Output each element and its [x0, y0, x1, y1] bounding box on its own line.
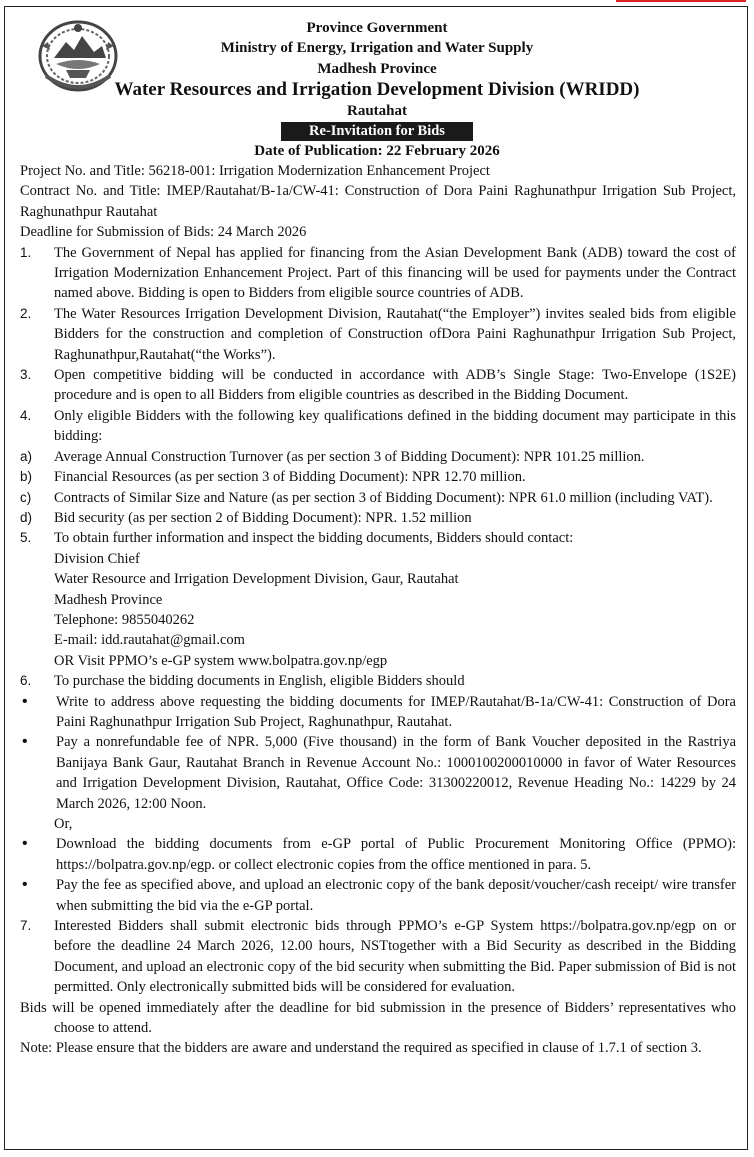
contact-egp: OR Visit PPMO’s e-GP system www.bolpatra.gov.np/egp — [54, 652, 388, 669]
bullet-item: • Pay a nonrefundable fee of NPR. 5,000 (Five thousand) in the form of Bank Voucher deposited in the Rastriya Banijaya Bank Gaur, Rautahat Branch in Revenue Account No.: 1000100200010000 in favor of Water Resources and Irrigation Development Division, Rautahat, Office Code: 31300220012, Revenue Heading No.: 14229 by 24 March 2026, 12:00 Noon. — [22, 733, 736, 812]
list-item: 7. Interested Bidders shall submit electronic bids through PPMO’s e-GP System https://bolpatra.gov.np/egp on or before the deadline 24 March 2026, 12.00 hours, NSTtogether with a Bid Security as described in the Bidding Document, and upload an electronic copy of the bid security when submitting the Bid. Paper submission of Bid is not permitted. Only electronically submitted bids will be considered for evaluation. — [20, 918, 736, 996]
list-item: 4. Only eligible Bidders with the following key qualifications defined in the bidding document may participate in this bidding: — [20, 407, 736, 445]
reinvitation-badge: Re-Invitation for Bids — [281, 122, 473, 141]
header-line-5: Rautahat — [346, 102, 407, 119]
bullet-item: • Write to address above requesting the bidding documents for IMEP/Rautahat/B-1a/CW-41: Construction of Dora Paini Raghunathpur Irrigation Sub Project, Raghunathpur, Rautahat. — [22, 692, 736, 730]
bid-opening-text: Bids will be opened immediately after the deadline for bid submission in the presence of Bidders’ representatives who choose to attend. — [20, 999, 736, 1037]
contact-office: Water Resource and Irrigation Development Division, Gaur, Rautahat — [54, 571, 459, 588]
deadline-line: Deadline for Submission of Bids: 24 March 2026 — [20, 224, 307, 241]
contact-province: Madhesh Province — [54, 591, 163, 608]
qualification-item: a) Average Annual Construction Turnover (as per section 3 of Bidding Document): NPR 101.25 million. — [20, 448, 645, 465]
bullet-item: • Pay the fee as specified above, and upload an electronic copy of the bank deposit/voucher/cash receipt/ wire transfer when submitting the bid via the e-GP portal. — [22, 876, 736, 914]
publication-date: Date of Publication: 22 February 2026 — [254, 143, 500, 160]
header-line-2: Ministry of Energy, Irrigation and Water Supply — [220, 40, 534, 57]
bullet-item: • Download the bidding documents from e-GP portal of Public Procurement Monitoring Office (PPMO): https://bolpatra.gov.np/egp. or collect electronic copies from the office mentioned in para. 5. — [22, 835, 736, 873]
top-red-accent — [616, 0, 746, 2]
header-title: Water Resources and Irrigation Development Division (WRIDD) — [114, 78, 640, 100]
list-item: 1. The Government of Nepal has applied for financing from the Asian Development Bank (ADB) toward the cost of Irrigation Modernization Enhancement Project. Part of this financing will be used for payments under the Contract named above. Bidding is open to Bidders from eligible source countries of ADB. — [20, 244, 736, 302]
list-item: 3. Open competitive bidding will be conducted in accordance with ADB’s Single Stage: Two-Envelope (1S2E) procedure and is open to all Bidders from eligible countries as described in the Bidding Document. — [20, 367, 736, 404]
qualification-item: b) Financial Resources (as per section 3 of Bidding Document): NPR 12.70 million. — [20, 469, 526, 486]
notice-body — [20, 161, 736, 1059]
note-text: Note: Please ensure that the bidders are aware and understand the required as specified in clause of 1.7.1 of section 3. — [20, 1040, 702, 1057]
contact-telephone: Telephone: 9855040262 — [54, 611, 195, 628]
qualification-item: d) Bid security (as per section 2 of Bidding Document): NPR. 1.52 million — [20, 509, 472, 526]
notice-header — [0, 18, 754, 161]
header-line-1: Province Government — [306, 20, 448, 36]
list-item: 6. To purchase the bidding documents in English, eligible Bidders should — [20, 673, 465, 690]
list-item: 5. To obtain further information and inspect the bidding documents, Bidders should contact: — [20, 530, 574, 547]
list-item: 2. The Water Resources Irrigation Development Division, Rautahat(“the Employer”) invites sealed bids from eligible Bidders for the construction and completion of Construction ofDora Paini Raghunathpur Irrigation Sub Project, Raghunathpur,Rautahat(“the Works”). — [20, 305, 736, 363]
contact-email: E-mail: idd.rautahat@gmail.com — [54, 632, 245, 649]
or-text: Or, — [54, 816, 73, 832]
contact-title: Division Chief — [54, 550, 140, 567]
badge-wrap — [0, 121, 754, 141]
qualification-item: c) Contracts of Similar Size and Nature (as per section 3 of Bidding Document): NPR 61.0 million (including VAT). — [20, 489, 713, 506]
project-line: Project No. and Title: 56218-001: Irrigation Modernization Enhancement Project — [20, 163, 490, 179]
contact-block — [20, 549, 736, 671]
header-line-3: Madhesh Province — [317, 60, 437, 77]
contract-line: Contract No. and Title: IMEP/Rautahat/B-1a/CW-41: Construction of Dora Paini Raghunathpur Irrigation Sub Project, Raghunathpur Rautahat — [20, 183, 736, 220]
